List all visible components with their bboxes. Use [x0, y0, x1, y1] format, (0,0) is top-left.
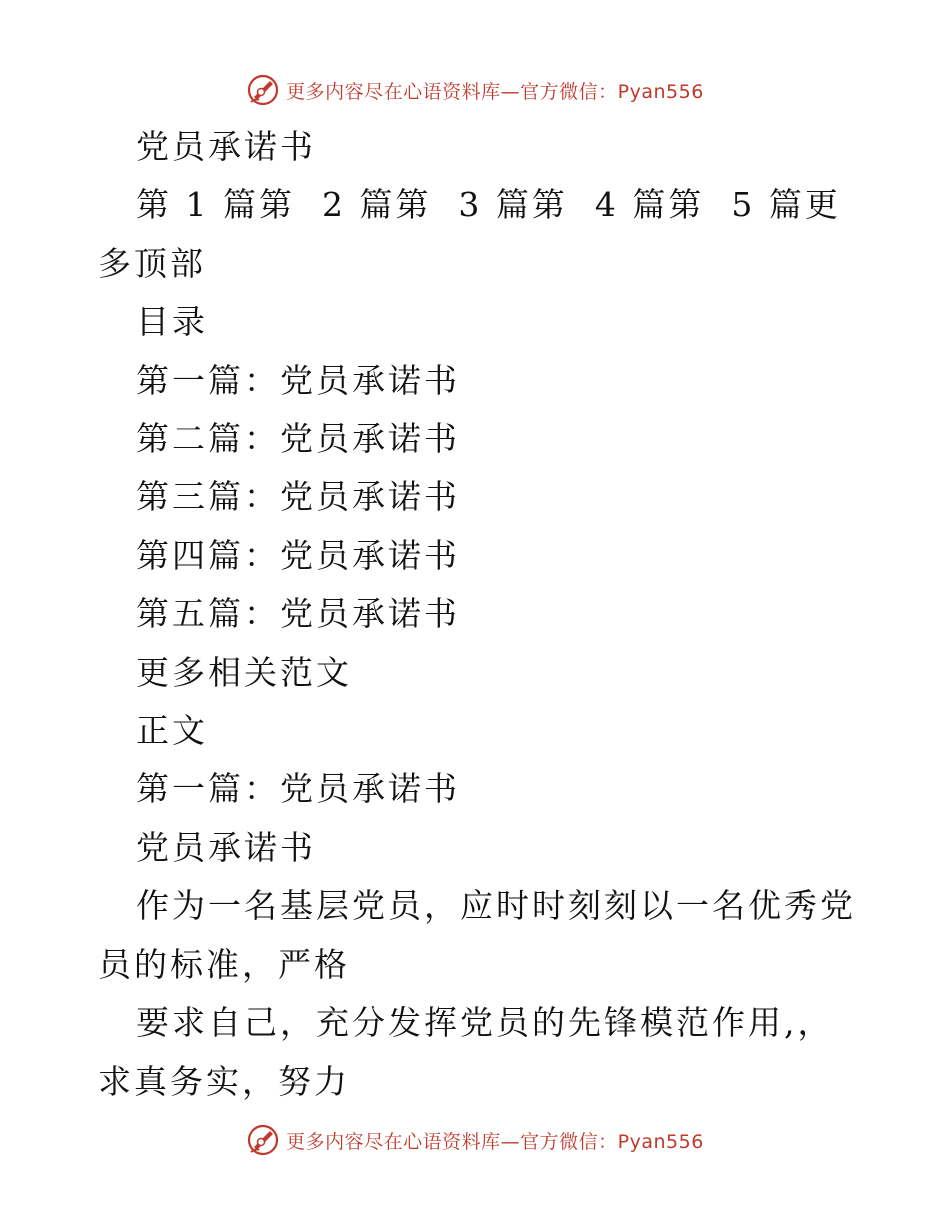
document-title: 党员承诺书 — [136, 127, 316, 166]
header-watermark-text: 更多内容尽在心语资料库—官方微信：Pyan556 — [286, 80, 704, 103]
body-heading: 正文 — [136, 711, 208, 751]
toc-item: 第三篇：党员承诺书 — [136, 477, 460, 517]
pen-logo-icon — [246, 73, 280, 107]
section-subtitle: 党员承诺书 — [136, 827, 316, 867]
body-paragraph: 要求自己，充分发挥党员的先锋模范作用,，求真务实，努力 — [98, 1003, 834, 1101]
body-paragraph: 作为一名基层党员，应时时刻刻以一名优秀党员的标准，严格 — [98, 886, 856, 984]
header-watermark — [0, 70, 950, 110]
section-heading: 第一篇：党员承诺书 — [136, 769, 460, 809]
document-body — [98, 118, 858, 1111]
toc-item: 第一篇：党员承诺书 — [136, 360, 460, 400]
toc-item: 第四篇：党员承诺书 — [136, 535, 460, 575]
toc-heading: 目录 — [136, 302, 208, 342]
pen-logo-icon — [246, 1123, 280, 1157]
footer-watermark-text: 更多内容尽在心语资料库—官方微信：Pyan556 — [286, 1130, 704, 1153]
toc-item: 第二篇：党员承诺书 — [136, 419, 460, 459]
footer-watermark — [0, 1120, 950, 1160]
chapter-nav-line: 第 1 篇第 2 篇第 3 篇第 4 篇第 5 篇更多顶部 — [98, 185, 841, 283]
toc-item: 第五篇：党员承诺书 — [136, 594, 460, 634]
toc-item: 更多相关范文 — [136, 652, 352, 692]
